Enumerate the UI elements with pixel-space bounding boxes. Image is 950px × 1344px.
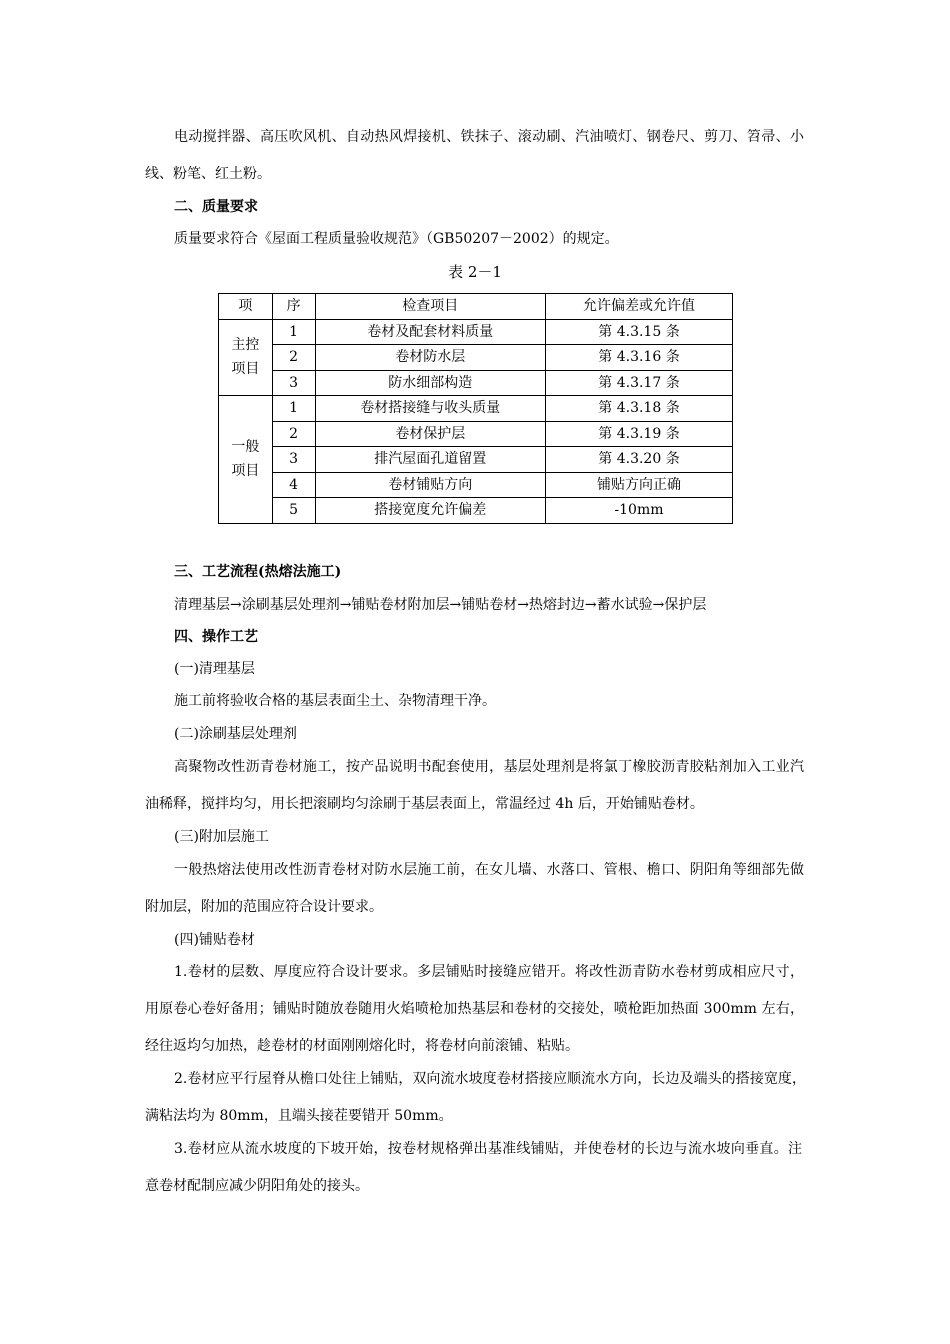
section-3-line-1: 一般热熔法使用改性沥青卷材对防水层施工前，在女儿墙、水落口、管根、檐口、阴阳角等细部先做 (174, 862, 804, 878)
table-header-row (219, 294, 733, 320)
paragraph-3-line-1: 3.卷材应从流水坡度的下坡开始，按卷材规格弹出基准线铺贴，并使卷材的长边与流水坡向垂直。注 (174, 1141, 802, 1157)
quality-heading: 二、质量要求 (174, 199, 258, 215)
section-1-title: (一)清理基层 (174, 661, 255, 677)
paragraph-3-line-2: 意卷材配制应减少阴阳角处的接头。 (145, 1178, 369, 1194)
seq-cell: 1 (272, 396, 315, 422)
header-cell: 序 (272, 294, 315, 320)
table-row (219, 472, 733, 498)
section-3-title: (三)附加层施工 (174, 829, 269, 845)
operation-heading: 四、操作工艺 (174, 629, 258, 645)
group-label-line: 项目 (231, 463, 260, 480)
seq-cell: 3 (272, 447, 315, 473)
group-label-general (219, 396, 273, 524)
value-cell: 第 4.3.15 条 (545, 319, 732, 345)
value-cell: 铺贴方向正确 (545, 472, 732, 498)
paragraph-2-line-2: 满粘法均为 80mm，且端头接茬要错开 50mm。 (145, 1108, 453, 1124)
table-row (219, 370, 733, 396)
process-text: 清理基层→涂刷基层处理剂→铺贴卷材附加层→铺贴卷材→热熔封边→蓄水试验→保护层 (174, 597, 707, 613)
section-3-line-2: 附加层，附加的范围应符合设计要求。 (145, 899, 383, 915)
value-cell: 第 4.3.20 条 (545, 447, 732, 473)
section-2-line-2: 油稀释，搅拌均匀，用长把滚刷均匀涂刷于基层表面上，常温经过 4h 后，开始铺贴卷材。 (145, 796, 704, 812)
paragraph-2-line-1: 2.卷材应平行屋脊从檐口处往上铺贴，双向流水坡度卷材搭接应顺流水方向，长边及端头的搭接宽度， (174, 1071, 806, 1087)
item-cell: 排汽屋面孔道留置 (315, 447, 545, 473)
seq-cell: 2 (272, 421, 315, 447)
item-cell: 卷材铺贴方向 (315, 472, 545, 498)
header-cell: 检查项目 (315, 294, 545, 320)
group-label-line: 项目 (231, 361, 260, 378)
item-cell: 搭接宽度允许偏差 (315, 498, 545, 524)
table-row (219, 319, 733, 345)
group-label-line: 一般 (231, 439, 260, 456)
paragraph-1-line-1: 1.卷材的层数、厚度应符合设计要求。多层铺贴时接缝应错开。将改性沥青防水卷材剪成相应尺寸， (174, 964, 804, 980)
seq-cell: 2 (272, 345, 315, 371)
value-cell: 第 4.3.17 条 (545, 370, 732, 396)
section-2-line-1: 高聚物改性沥青卷材施工，按产品说明书配套使用，基层处理剂是将氯丁橡胶沥青胶粘剂加入工业汽 (174, 759, 804, 775)
seq-cell: 4 (272, 472, 315, 498)
table-caption: 表 2－1 (448, 263, 502, 281)
item-cell: 防水细部构造 (315, 370, 545, 396)
table-row (219, 345, 733, 371)
paragraph-1-line-2: 用原卷心卷好备用；铺贴时随放卷随用火焰喷枪加热基层和卷材的交接处，喷枪距加热面 300mm 左右， (145, 1001, 804, 1017)
section-1-text: 施工前将验收合格的基层表面尘土、杂物清理干净。 (174, 693, 496, 709)
table-row (219, 447, 733, 473)
value-cell: 第 4.3.19 条 (545, 421, 732, 447)
group-label-line: 主控 (231, 337, 260, 354)
header-cell: 允许偏差或允许值 (545, 294, 732, 320)
section-2-title: (二)涂刷基层处理剂 (174, 726, 297, 742)
section-4-title: (四)铺贴卷材 (174, 932, 255, 948)
group-label-main-control (219, 319, 273, 396)
tools-line-2: 线、粉笔、红土粉。 (145, 166, 271, 182)
item-cell: 卷材及配套材料质量 (315, 319, 545, 345)
quality-table (218, 293, 733, 524)
process-heading: 三、工艺流程(热熔法施工) (174, 564, 342, 580)
value-cell: 第 4.3.16 条 (545, 345, 732, 371)
item-cell: 卷材搭接缝与收头质量 (315, 396, 545, 422)
item-cell: 卷材保护层 (315, 421, 545, 447)
table-row (219, 396, 733, 422)
value-cell: -10mm (545, 498, 732, 524)
tools-line-1: 电动搅拌器、高压吹风机、自动热风焊接机、铁抹子、滚动刷、汽油喷灯、钢卷尺、剪刀、笤帚、小 (174, 129, 804, 145)
table-row (219, 421, 733, 447)
paragraph-1-line-3: 经往返均匀加热，趁卷材的材面刚刚熔化时，将卷材向前滚铺、粘贴。 (145, 1038, 579, 1054)
item-cell: 卷材防水层 (315, 345, 545, 371)
seq-cell: 3 (272, 370, 315, 396)
table-row (219, 498, 733, 524)
quality-text: 质量要求符合《屋面工程质量验收规范》（GB50207－2002）的规定。 (174, 231, 619, 247)
seq-cell: 5 (272, 498, 315, 524)
value-cell: 第 4.3.18 条 (545, 396, 732, 422)
seq-cell: 1 (272, 319, 315, 345)
header-cell: 项 (219, 294, 273, 320)
